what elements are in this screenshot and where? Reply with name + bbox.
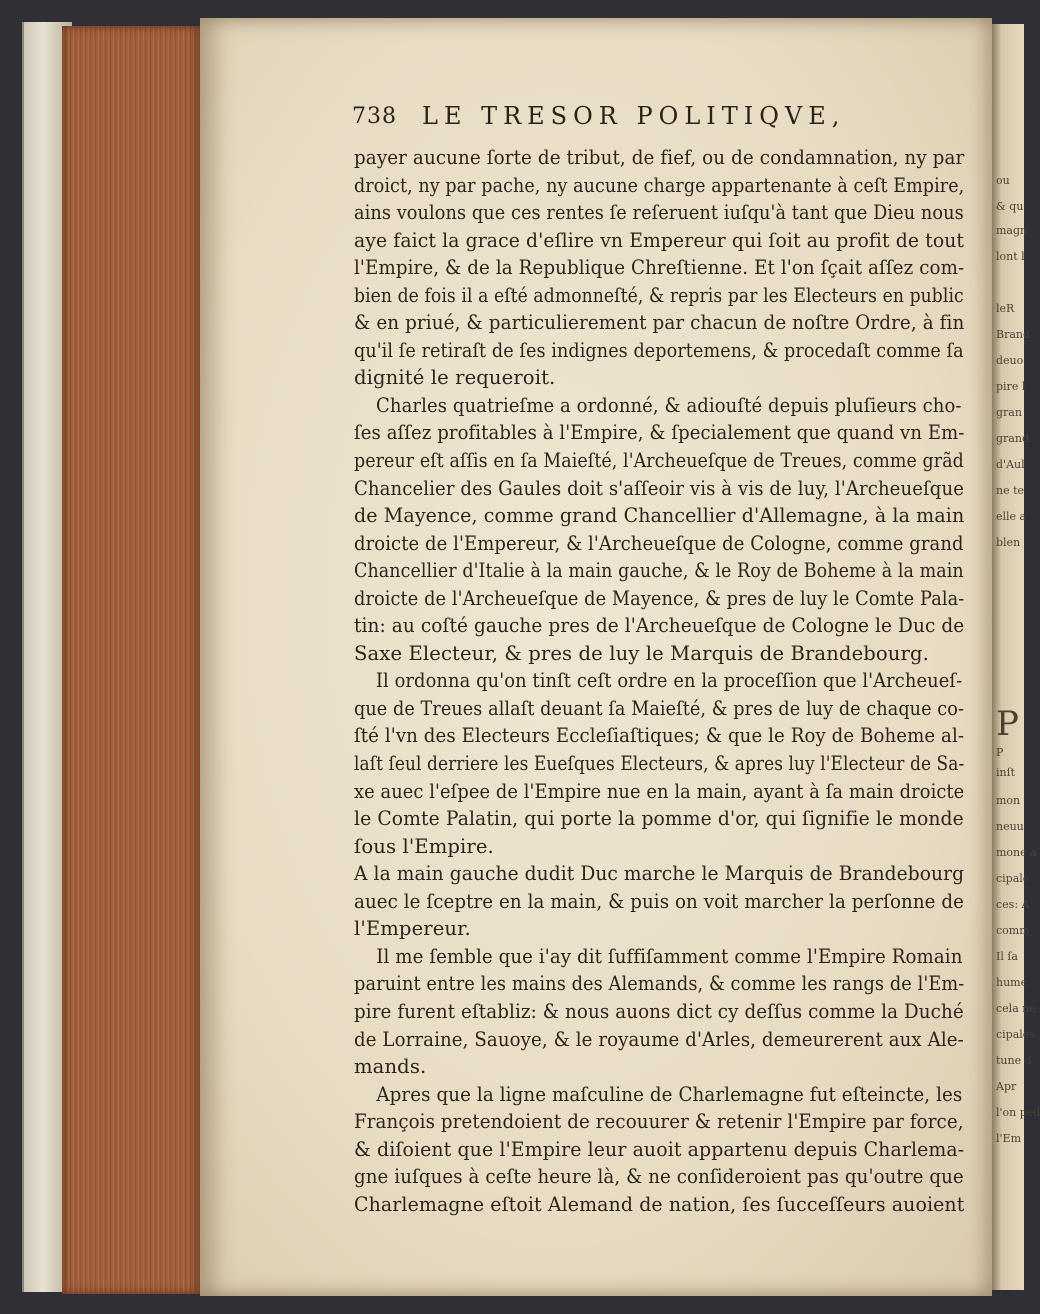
- text-line: Apres que la ligne maſculine de Charlemagne fut eſteincte, les: [376, 1082, 963, 1106]
- text-line: le Comte Palatin, qui porte la pomme d'or, qui ſignifie le monde: [354, 807, 964, 831]
- text-line: de Lorraine, Sauoye, & le royaume d'Arles, demeurerent aux Ale-: [354, 1027, 964, 1051]
- page-fore-edge: [62, 26, 202, 1294]
- facing-fragment: inſt: [996, 766, 1016, 779]
- text-line: dignité le requeroit.: [354, 366, 556, 390]
- text-line: tin: au coſté gauche pres de l'Archeueſque de Cologne le Duc de: [354, 614, 965, 638]
- facing-fragment: d'Aul: [996, 458, 1025, 471]
- text-line: Il me ſemble que i'ay dit ſuffiſamment comme l'Empire Romain: [376, 944, 963, 968]
- facing-fragment: grand: [996, 432, 1029, 445]
- text-line: payer aucune ſorte de tribut, de fief, ou de condamnation, ny par: [354, 146, 965, 169]
- text-line: que de Treues allaſt deuant ſa Maieſté, & pres de luy de chaque co-: [354, 696, 964, 720]
- text-line: pire furent eſtabliz: & nous auons dict cy deſſus comme la Duché: [354, 999, 964, 1023]
- text-line: ſté l'vn des Electeurs Eccleſiaſtiques; & que le Roy de Boheme al-: [354, 724, 965, 748]
- page-header: [352, 100, 962, 140]
- facing-fragment: cipales: [996, 1028, 1035, 1041]
- facing-fragment: lont l: [996, 250, 1025, 263]
- text-line: & en priué, & particulierement par chacun de noſtre Ordre, à fin: [354, 311, 965, 335]
- text-line: l'Empire, & de la Republique Chreſtienne. Et l'on ſçait aſſez com-: [354, 256, 965, 280]
- text-line: ains voulons que ces rentes ſe reſeruent iuſqu'à tant que Dieu nous: [354, 201, 964, 225]
- text-line: l'Empereur.: [354, 917, 471, 941]
- facing-fragment: tune d: [996, 1054, 1032, 1067]
- text-line: Saxe Electeur, & pres de luy le Marquis de Brandebourg.: [354, 641, 929, 665]
- facing-fragment: magn: [996, 224, 1028, 237]
- text-line: François pretendoient de recouurer & retenir l'Empire par force,: [354, 1110, 964, 1134]
- facing-fragment: blen: [996, 536, 1021, 549]
- facing-fragment: cela ne: [996, 1002, 1036, 1015]
- text-line: Chancellier d'Italie à la main gauche, & le Roy de Boheme à la main: [354, 559, 964, 583]
- facing-fragment: l'Em: [996, 1132, 1022, 1145]
- text-line: Il ordonna qu'on tinſt ceſt ordre en la proceſſion que l'Archeueſ-: [375, 669, 963, 693]
- text-line: Charlemagne eſtoit Alemand de nation, ſes ſucceſſeurs auoient: [354, 1192, 965, 1216]
- text-line: auec le ſceptre en la main, & puis on voit marcher la perſonne de: [354, 889, 964, 913]
- text-line: laſt ſeul derriere les Eueſques Electeurs, & apres luy l'Electeur de Sa-: [354, 752, 965, 776]
- facing-fragment: ou: [996, 174, 1010, 187]
- running-title: LE TRESOR POLITIQVE,: [422, 102, 846, 130]
- facing-fragment: pire l: [996, 380, 1026, 393]
- facing-fragment: elle a: [996, 510, 1027, 523]
- facing-fragment: l'on ped: [996, 1106, 1040, 1119]
- facing-fragment: Il ſa: [996, 950, 1018, 963]
- facing-fragment: comm: [996, 924, 1030, 937]
- page-number: 738: [352, 104, 397, 129]
- text-line: xe auec l'eſpee de l'Empire nue en la main, ayant à ſa main droicte: [354, 779, 965, 803]
- text-line: Charles quatrieſme a ordonné, & adiouſté depuis pluſieurs cho-: [376, 393, 962, 417]
- facing-fragment: ces: A: [996, 898, 1030, 911]
- text-line: gne iuſques à ceſte heure là, & ne conſideroient pas qu'outre que: [354, 1165, 964, 1189]
- facing-fragment: & qu: [996, 200, 1024, 213]
- text-line: paruint entre les mains des Alemands, & comme les rangs de l'Em-: [354, 972, 965, 996]
- text-line: bien de fois il a eſté admonneſté, & repris par les Electeurs en public: [354, 283, 964, 307]
- facing-fragment: ne te: [996, 484, 1025, 497]
- text-line: pereur eſt aſſis en ſa Maieſté, l'Archeueſque de Treues, comme grãd: [354, 449, 964, 473]
- text-line: droicte de l'Archeueſque de Mayence, & pres de luy le Comte Pala-: [354, 586, 965, 610]
- facing-fragment: P: [996, 746, 1004, 759]
- facing-fragment: hume: [996, 976, 1028, 989]
- text-line: aye faict la grace d'eſlire vn Empereur qui ſoit au profit de tout: [354, 228, 965, 252]
- facing-fragment: Apr: [996, 1080, 1017, 1093]
- facing-fragment: mone a: [996, 846, 1037, 859]
- facing-fragment: deuo: [996, 354, 1024, 367]
- text-line: ſes aſſez profitables à l'Empire, & ſpecialement que quand vn Em-: [354, 421, 965, 445]
- facing-fragment: cipale: [996, 872, 1030, 885]
- facing-fragment: P: [996, 704, 1019, 744]
- text-line: Chancelier des Gaules doit s'aſſeoir vis à vis de luy, l'Archeueſque: [354, 476, 964, 500]
- text-line: & diſoient que l'Empire leur auoit appartenu depuis Charlema-: [354, 1137, 965, 1161]
- facing-fragment: gran: [996, 406, 1022, 419]
- facing-page-edge: [992, 24, 1040, 1290]
- facing-fragment: neuu: [996, 820, 1024, 833]
- text-line: droict, ny par pache, ny aucune charge appartenante à ceſt Empire,: [354, 173, 965, 197]
- body-text: [354, 144, 964, 1218]
- text-line: de Mayence, comme grand Chancellier d'Allemagne, à la main: [354, 504, 965, 528]
- text-line: droicte de l'Empereur, & l'Archeueſque de Cologne, comme grand: [354, 531, 964, 555]
- text-line: A la main gauche dudit Duc marche le Marquis de Brandebourg: [354, 862, 965, 886]
- text-line: mands.: [354, 1055, 427, 1079]
- facing-fragment: leR: [996, 302, 1015, 315]
- facing-fragment: mon: [996, 794, 1021, 807]
- text-line: qu'il ſe retiraſt de ſes indignes deportemens, & procedaſt comme ſa: [354, 338, 964, 362]
- text-line: ſous l'Empire.: [354, 834, 494, 858]
- facing-fragment: Brand: [996, 328, 1031, 341]
